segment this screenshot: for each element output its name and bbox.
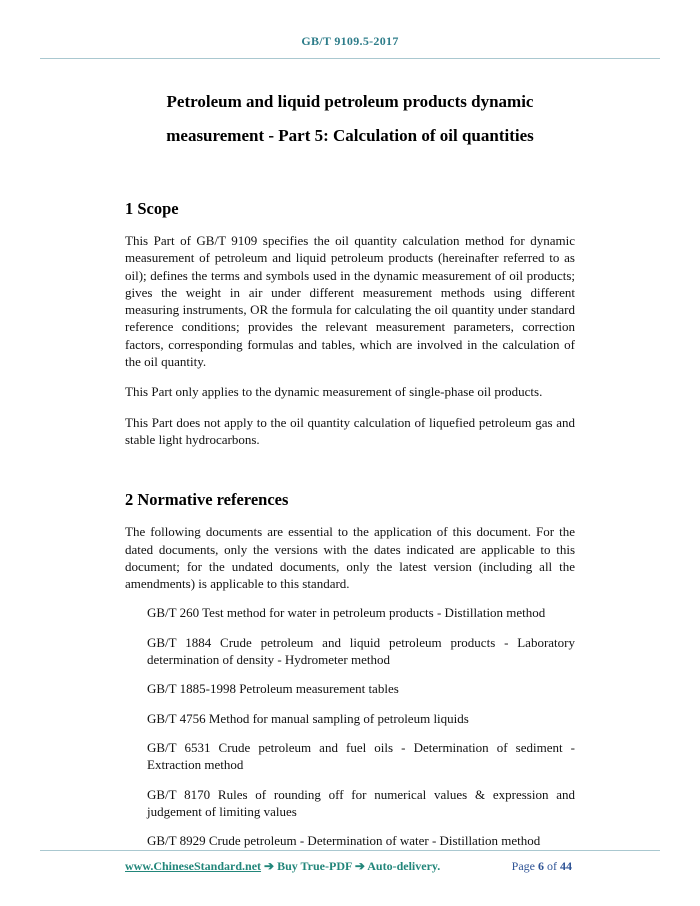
section-heading-scope: 1 Scope (125, 199, 179, 218)
footer-tagline: ➔ Buy True-PDF ➔ Auto-delivery. (261, 859, 441, 873)
reference-item: GB/T 1885-1998 Petroleum measurement tables (147, 681, 399, 697)
reference-item: GB/T 260 Test method for water in petroleum products - Distillation method (147, 605, 546, 621)
scope-paragraph-1: This Part of GB/T 9109 specifies the oil quantity calculation method for dynamic measurement of petroleum and liquid petroleum products (hereinafter referred to as oil); defines the terms and symbols used in the dynamic measurement of oil products; gives the weight in air under different measurement methods using different measuring instruments, OR the formula for calculating the oil quantity under standard reference conditions; provides the relevant measurement parameters, correction factors, corresponding formulas and tables, which are involved in the calculation of the oil quantity. (125, 233, 575, 370)
page-header (0, 0, 700, 59)
reference-item: GB/T 8929 Crude petroleum - Determination of water - Distillation method (147, 833, 541, 849)
normative-intro-paragraph: The following documents are essential to the application of this document. For the dated documents, only the versions with the dates indicated are applicable to this document; for the undated documents, only the latest version (including all the amendments) is applicable to this standard. (125, 524, 575, 592)
section-heading-normative-references: 2 Normative references (125, 490, 289, 510)
page-footer (0, 850, 700, 874)
scope-paragraph-2: This Part only applies to the dynamic measurement of single-phase oil products. (125, 384, 543, 400)
reference-item: GB/T 6531 Crude petroleum and fuel oils - Determination of sediment - Extraction method (147, 739, 575, 773)
document-content (125, 85, 575, 849)
footer-divider (40, 850, 660, 851)
footer-left (125, 859, 440, 874)
page-number: 6 (538, 859, 544, 873)
reference-item: GB/T 1884 Crude petroleum and liquid petroleum products - Laboratory determination of density - Hydrometer method (147, 634, 575, 668)
reference-item: GB/T 4756 Method for manual sampling of petroleum liquids (147, 710, 469, 726)
page-label: Page (511, 859, 535, 873)
title-line-2: measurement - Part 5: Calculation of oil quantities (166, 126, 534, 145)
of-label: of (547, 859, 557, 873)
reference-item: GB/T 8170 Rules of rounding off for numerical values & expression and judgement of limiting values (147, 786, 575, 819)
title-line-1: Petroleum and liquid petroleum products dynamic (166, 92, 534, 111)
website-link[interactable]: www.ChineseStandard.net (125, 859, 262, 873)
document-title (125, 85, 575, 153)
scope-paragraph-3: This Part does not apply to the oil quantity calculation of liquefied petroleum gas and stable light hydrocarbons. (125, 414, 575, 447)
document-number: GB/T 9109.5-2017 (301, 34, 399, 48)
reference-list (125, 604, 575, 849)
footer-row (125, 859, 575, 874)
header-divider (40, 58, 660, 59)
page-total: 44 (560, 859, 572, 873)
page-indicator (512, 859, 575, 874)
